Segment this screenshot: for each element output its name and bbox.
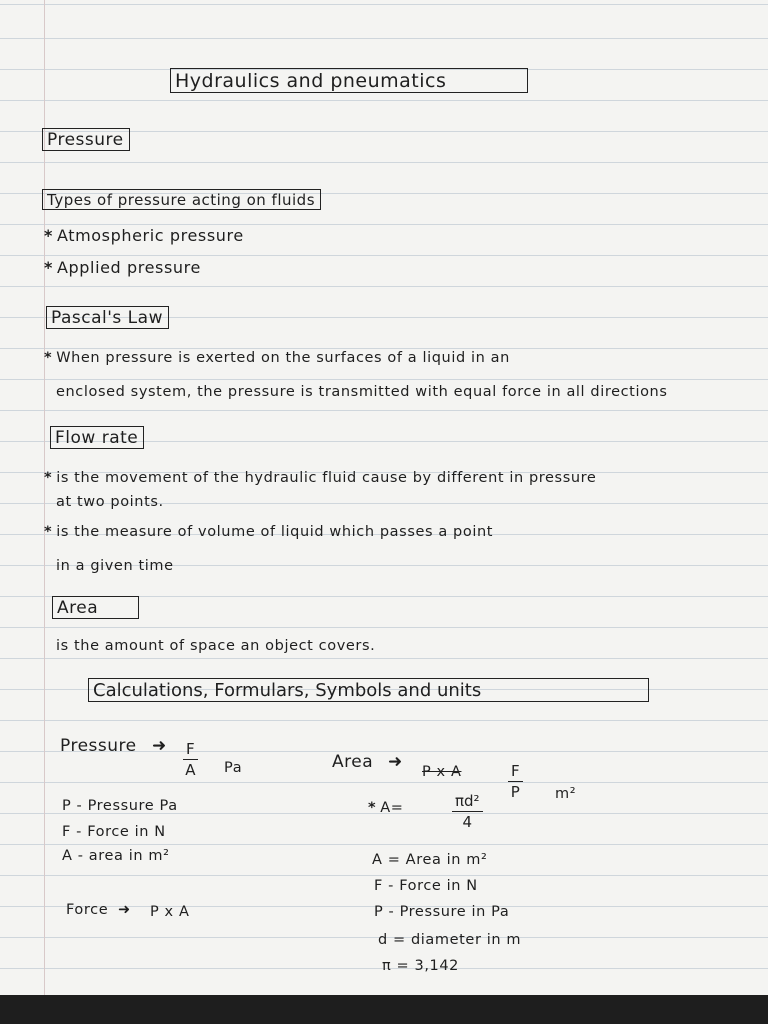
flow-heading: Flow rate bbox=[50, 426, 144, 449]
symbol-right-2: F - Force in N bbox=[374, 878, 478, 894]
symbol-left-1: P - Pressure Pa bbox=[62, 798, 178, 814]
type-item-1 bbox=[44, 226, 244, 245]
pressure-formula-label: Pressure bbox=[60, 736, 137, 756]
pressure-unit: Pa bbox=[224, 760, 243, 776]
type-item-text: Applied pressure bbox=[56, 258, 201, 277]
area-circle-fraction bbox=[452, 792, 483, 831]
pressure-heading: Pressure bbox=[42, 128, 130, 151]
arrow-right-icon: ➜ bbox=[388, 752, 403, 772]
type-item-text: Atmospheric pressure bbox=[56, 226, 244, 245]
flow-line-3 bbox=[44, 524, 493, 540]
symbol-right-4: d = diameter in m bbox=[378, 932, 522, 948]
area-circle-den: 4 bbox=[462, 813, 473, 831]
flow-line-3-text: is the measure of volume of liquid which passes a point bbox=[56, 524, 494, 540]
area-fraction bbox=[508, 762, 523, 801]
area-fraction-den: P bbox=[510, 783, 520, 801]
force-formula-label: Force bbox=[66, 902, 109, 918]
area-circle-lhs: A= bbox=[380, 800, 404, 816]
pascal-heading: Pascal's Law bbox=[46, 306, 169, 329]
bullet-star-icon: * bbox=[44, 470, 53, 486]
arrow-right-icon: ➜ bbox=[118, 902, 131, 918]
bullet-star-icon: * bbox=[44, 524, 53, 540]
symbol-right-5: π = 3,142 bbox=[382, 958, 460, 974]
pressure-fraction-num: F bbox=[183, 740, 198, 760]
page-title: Hydraulics and pneumatics bbox=[170, 68, 528, 93]
bullet-star-icon: * bbox=[44, 350, 53, 366]
bullet-star-icon: * bbox=[44, 226, 53, 245]
force-formula-expr: P x A bbox=[150, 904, 190, 920]
arrow-right-icon: ➜ bbox=[152, 736, 167, 756]
area-fraction-num: F bbox=[508, 762, 523, 782]
pressure-fraction bbox=[183, 740, 198, 779]
flow-line-1 bbox=[44, 470, 596, 486]
flow-line-2: at two points. bbox=[56, 494, 164, 510]
area-crossed-out: P x A bbox=[422, 764, 462, 780]
calculations-heading: Calculations, Formulars, Symbols and units bbox=[88, 678, 649, 702]
type-item-2 bbox=[44, 258, 201, 277]
symbol-right-3: P - Pressure in Pa bbox=[374, 904, 510, 920]
bullet-star-icon: * bbox=[368, 800, 377, 816]
area-circle-num: πd² bbox=[452, 792, 483, 812]
pascal-line-1 bbox=[44, 350, 510, 366]
area-circle-formula bbox=[368, 800, 403, 816]
symbol-left-3: A - area in m² bbox=[62, 848, 170, 864]
pascal-line-1-text: When pressure is exerted on the surfaces of a liquid in an bbox=[56, 350, 510, 366]
flow-line-1-text: is the movement of the hydraulic fluid cause by different in pressure bbox=[56, 470, 597, 486]
pressure-fraction-den: A bbox=[185, 761, 196, 779]
area-formula-label: Area bbox=[332, 752, 374, 772]
symbol-left-2: F - Force in N bbox=[62, 824, 166, 840]
area-line-1: is the amount of space an object covers. bbox=[56, 638, 376, 654]
symbol-right-1: A = Area in m² bbox=[372, 852, 488, 868]
types-heading: Types of pressure acting on fluids bbox=[42, 189, 321, 210]
bullet-star-icon: * bbox=[44, 258, 53, 277]
flow-line-4: in a given time bbox=[56, 558, 174, 574]
pascal-line-2: enclosed system, the pressure is transmitted with equal force in all directions bbox=[56, 384, 668, 400]
area-unit: m² bbox=[555, 786, 577, 802]
area-heading: Area bbox=[52, 596, 139, 619]
